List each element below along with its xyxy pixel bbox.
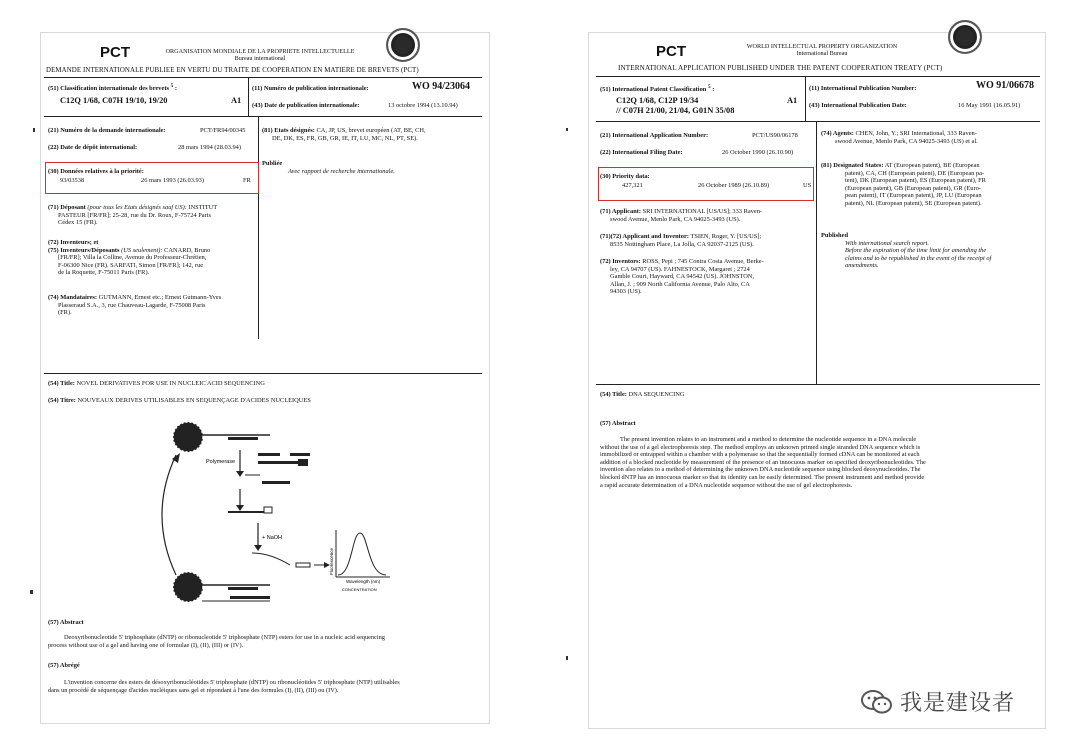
right-f30-num: 427,321 <box>622 182 643 189</box>
right-f74: (74) Agents: CHEN, John, Y.; SRI International, 333 Raven- swood Avenue, Menlo Park, CA 94025-3493 (US) et al. <box>821 130 978 145</box>
right-f71: (71) Applicant: SRI INTERNATIONAL [US/US]; 333 Raven- swood Avenue, Menlo Park, CA 94025-3493 (US). <box>600 208 763 223</box>
left-f43-label: (43) Date de publication internationale: <box>252 102 360 109</box>
left-f22-value: 28 mars 1994 (28.03.94) <box>178 144 242 151</box>
left-f57f-label: (57) Abrégé <box>48 662 80 669</box>
right-f51-v1: C12Q 1/68, C12P 19/34 <box>616 96 699 105</box>
left-f51-value: C12Q 1/68, C07H 19/10, 19/20 <box>60 96 168 105</box>
left-org-line2: Bureau international <box>234 55 286 62</box>
left-f43-value: 13 octobre 1994 (13.10.94) <box>388 102 458 109</box>
watermark-text: 我是建设者 <box>900 691 1016 716</box>
right-wipo-seal-icon <box>948 20 982 54</box>
left-publiee-text: Avec rapport de recherche internationale. <box>288 168 395 175</box>
right-f30-label: (30) Priority data: <box>600 173 650 180</box>
right-org-name <box>712 43 932 57</box>
right-abstract: The present invention relates to an instrument and a method to determine the nucleotide sequence in a DNA molecule without the use of a gel electrophoresis step. The method employs an unknown primed single stranded DNA sequence which is immobilized or entrapped within a chamber with a polymerase so that the sequentially formed cDNA can be monitored at each addition of a blocked nucleotide by measurement of the presence of an innocuous marker on specified deoxyribonucleotides. The invention also relates to a method of determining the unknown DNA nucleotide sequence using blocked deoxynucleotides. The blocked dNTP has an innocuous marker so that its identity can be easily determined. The present instrument and method provide a rapid accurate determination of a DNA nucleotide sequence without the use of gel electrophoresis. <box>600 436 926 489</box>
right-f57-label: (57) Abstract <box>600 420 636 427</box>
watermark <box>860 686 1015 717</box>
right-f54: (54) Title: DNA SEQUENCING <box>600 391 685 398</box>
right-f51-kind: A1 <box>787 96 798 105</box>
left-f72-f75: (72) Inventeurs; et (75) Inventeurs/Déposants (US seulement): CANARD, Bruno [FR/FR]; Villa la Colline, Avenue du Professeur-Chrétien, F-06300 Nice (FR). SARFATI, Simon [FR/FR]; 142, rue de la Roquette, F-75011 Paris (FR). <box>48 239 211 277</box>
left-org-line1: ORGANISATION MONDIALE DE LA PROPRIETE INTELLECTUELLE <box>165 48 355 55</box>
right-f22-value: 26 October 1990 (26.10.90) <box>722 149 794 156</box>
fig-small-label: CONCENTRATION <box>342 587 377 592</box>
left-f21-label: (21) Numéro de la demande internationale: <box>48 127 166 134</box>
right-org-line2: International Bureau <box>796 50 848 57</box>
right-f72: (72) Inventors: ROSS, Pepi ; 745 Contra Costa Avenue, Berke- ley, CA 94707 (US). FAHNESTOCK, Margaret ; 2724 Gamble Court, Hayward, CA 94542 (US). JOHNSTON, Allan, J. ; 909 North California Avenue, Palo Alto, CA 94303 (US). <box>600 258 764 296</box>
left-sequencing-diagram <box>140 415 400 615</box>
margin-mark <box>566 128 568 131</box>
left-f30-date: 26 mars 1993 (26.03.93) <box>141 177 205 184</box>
right-org-line1: WORLD INTELLECTUAL PROPERTY ORGANIZATION <box>746 43 898 50</box>
left-f11-value: WO 94/23064 <box>412 81 471 92</box>
left-wipo-seal-icon <box>386 28 420 62</box>
left-f81: (81) Etats désignés: CA, JP, US, brevet européen (AT, BE, CH, DE, DK, ES, FR, GB, GR, IE, IT, LU, MC, NL, PT, SE). <box>262 127 426 142</box>
right-f11-label: (11) International Publication Number: <box>809 85 917 92</box>
fig-fluorescence-label: Fluorescence <box>329 547 334 575</box>
left-f51-kind: A1 <box>231 96 242 105</box>
left-publiee-label: Publiée <box>262 160 283 167</box>
left-f11-label: (11) Numéro de publication internationale: <box>252 85 369 92</box>
right-f51-label: (51) International Patent Classification $^5$ : <box>600 84 715 94</box>
right-f43-label: (43) International Publication Date: <box>809 102 907 109</box>
right-f7172: (71)(72) Applicant and Inventor: TSIEN, Roger, Y. [US/US]; 8535 Nottingham Place, La Jolla, CA 92037-2125 (US). <box>600 233 762 248</box>
right-pct-logo: PCT <box>656 43 686 60</box>
left-f57-label: (57) Abstract <box>48 619 84 626</box>
fig-naoh-label: + NaOH <box>262 535 283 541</box>
left-f21-value: PCT/FR94/00345 <box>200 127 246 134</box>
right-f21-label: (21) International Application Number: <box>600 132 709 139</box>
left-f30-label: (30) Données relatives à la priorité: <box>48 168 144 175</box>
left-f57-text: Deoxyribonucleotide 5' triphosphate (dNTP) or ribonucleotide 5' triphosphate (NTP) esters for use in a nucleic acid sequencing process without use of a gel and having one of formulae (I), (II), (III) or (IV). <box>48 634 385 649</box>
margin-mark <box>33 128 35 132</box>
left-f54-titre: (54) Titre: NOUVEAUX DERIVES UTILISABLES EN SEQUENÇAGE D'ACIDES NUCLEIQUES <box>48 397 311 404</box>
left-f71: (71) Déposant (pour tous les Etats désignés sauf US): INSTITUT PASTEUR [FR/FR]; 25-28, rue du Dr. Roux, F-75724 Paris Cédex 15 (FR). <box>48 204 218 227</box>
right-f21-value: PCT/US90/06178 <box>752 132 798 139</box>
left-f74: (74) Mandataires: GUTMANN, Ernest etc.; Ernest Gutmann-Yves Plasseraud S.A., 3, rue Chauveau-Lagarde, F-75008 Paris (FR). <box>48 294 222 317</box>
left-f30-num: 93/03538 <box>60 177 85 184</box>
right-title: INTERNATIONAL APPLICATION PUBLISHED UNDER THE PATENT COOPERATION TREATY (PCT) <box>618 64 943 72</box>
right-f81: (81) Designated States: AT (European patent), BE (European patent), CA, CH (European patent), DE (European pa- tent), DK (European patent), ES (European patent), FR (European patent), GB (European patent), GR (Euro- pean patent), IT (European patent), JP, LU (European patent), NL (European patent), SE (European patent). <box>821 162 986 207</box>
bead-top-icon <box>173 422 203 452</box>
wechat-icon <box>860 689 894 715</box>
right-f43-value: 16 May 1991 (16.05.91) <box>958 102 1021 109</box>
right-f30-cc: US <box>803 182 812 189</box>
right-f30-date: 26 October 1989 (26.10.89) <box>698 182 770 189</box>
right-f51-v2: // C07H 21/00, 21/04, G01N 35/08 <box>616 106 735 115</box>
left-f54-title: (54) Title: NOVEL DERIVATIVES FOR USE IN NUCLEIC ACID SEQUENCING <box>48 380 265 387</box>
left-f22-label: (22) Date de dépôt international: <box>48 144 138 151</box>
right-f22-label: (22) International Filing Date: <box>600 149 683 156</box>
margin-mark <box>566 656 568 660</box>
right-f11-value: WO 91/06678 <box>976 80 1035 91</box>
left-f51-label: (51) Classification internationale des brevets $^5$ : <box>48 83 177 93</box>
margin-mark <box>30 590 33 594</box>
fig-polymerase-label: Polymerase <box>206 459 236 465</box>
fig-wavelength-label: Wavelength (nm) <box>346 579 381 584</box>
bead-bottom-icon <box>173 572 203 602</box>
right-published: Published With international search report. Before the expiration of the time limit for amending the claims and to be republished in the event of the receipt of amendments. <box>821 232 992 270</box>
left-title: DEMANDE INTERNATIONALE PUBLIEE EN VERTU DU TRAITE DE COOPERATION EN MATIERE DE BREVETS (PCT) <box>46 67 419 74</box>
left-pct-logo: PCT <box>100 44 130 61</box>
left-f57f-text: L'invention concerne des esters de désoxyribonucléotides 5' triphosphate (dNTP) ou ribonucléotides 5' triphosphate (NTP) utilisables dans un procédé de séquençage d'acides nucléiques sans gel et répondant à l'une des formules (I), (II), (III) ou (IV). <box>48 679 400 694</box>
left-org-name <box>155 48 365 62</box>
left-f30-cc: FR <box>243 177 251 184</box>
